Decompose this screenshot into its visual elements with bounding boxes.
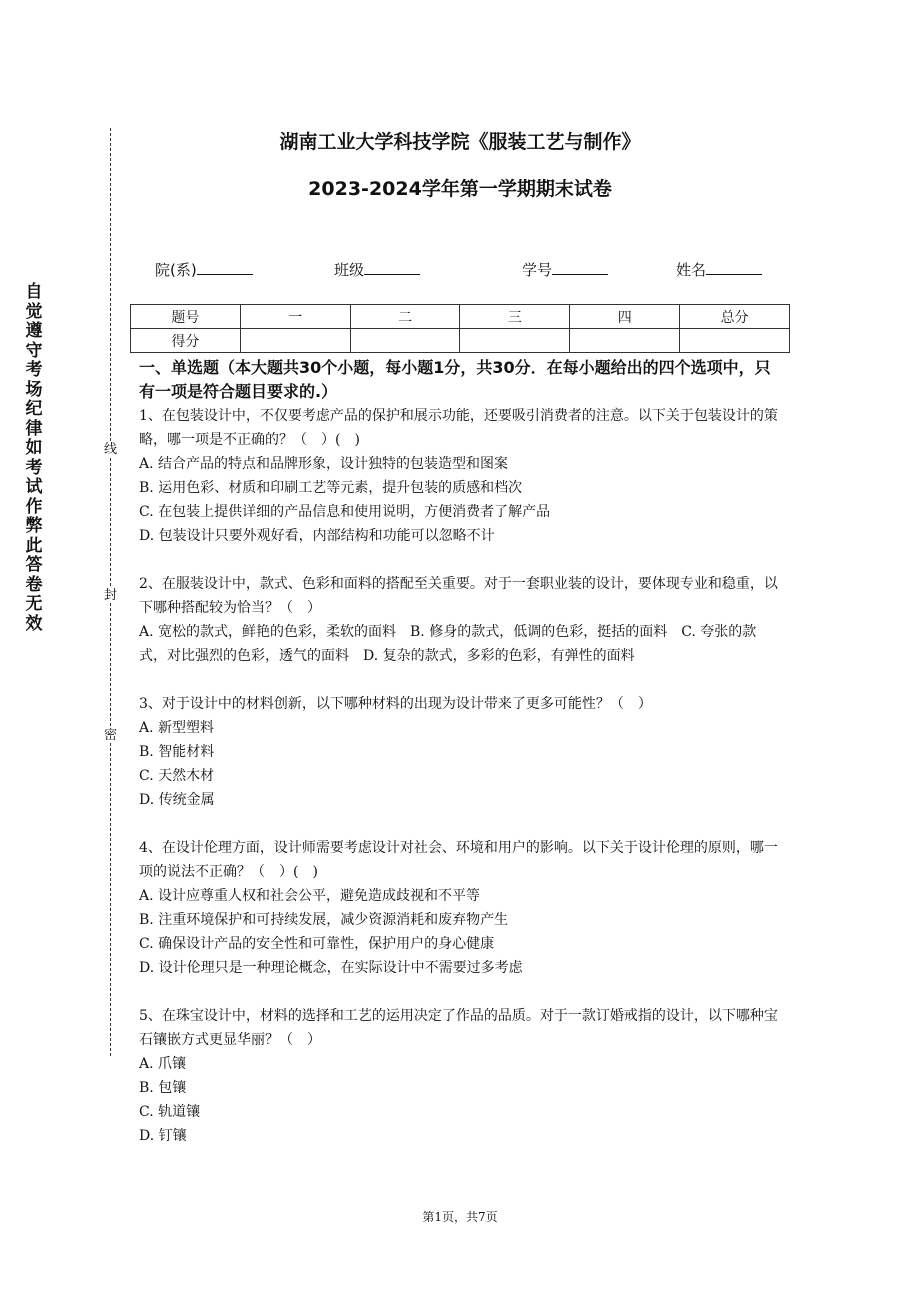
section-heading: 一、单选题（本大题共30个小题，每小题1分，共30分．在每小题给出的四个选项中，只有一项是符合题目要求的.） bbox=[139, 358, 771, 401]
score-header-cell: 题号 bbox=[131, 305, 241, 329]
student-id-blank[interactable] bbox=[552, 260, 608, 275]
question-content bbox=[139, 356, 781, 1148]
question-option: C. 天然木材 bbox=[139, 768, 215, 784]
seal-mark-xian: 线 bbox=[103, 442, 117, 457]
exam-title: 湖南工业大学科技学院《服装工艺与制作》 bbox=[279, 131, 641, 153]
score-header-cell: 三 bbox=[460, 305, 570, 329]
side-note-char: 考 bbox=[25, 457, 43, 478]
score-cell[interactable] bbox=[240, 329, 350, 353]
question-stem: 5、在珠宝设计中，材料的选择和工艺的运用决定了作品的品质。对于一款订婚戒指的设计，以下哪种宝石镶嵌方式更显华丽？（ ） bbox=[139, 1008, 778, 1048]
score-cell[interactable] bbox=[570, 329, 680, 353]
question-option: A. 新型塑料 bbox=[139, 720, 215, 736]
score-header-cell: 二 bbox=[350, 305, 460, 329]
score-header-cell: 四 bbox=[570, 305, 680, 329]
question-option: A. 爪镶 bbox=[139, 1056, 187, 1072]
question-stem: 1、在包装设计中，不仅要考虑产品的保护和展示功能，还要吸引消费者的注意。以下关于包装设计的策略，哪一项是不正确的？（ ）( ) bbox=[139, 408, 778, 448]
score-table-header-row bbox=[131, 305, 790, 329]
question-option: C. 在包装上提供详细的产品信息和使用说明，方便消费者了解产品 bbox=[139, 504, 551, 520]
score-table bbox=[130, 304, 790, 353]
score-table-score-row bbox=[131, 329, 790, 353]
question-option: B. 智能材料 bbox=[139, 744, 215, 760]
side-note-char: 此 bbox=[25, 535, 43, 556]
question-option: C. 确保设计产品的安全性和可靠性，保护用户的身心健康 bbox=[139, 936, 495, 952]
side-note-char: 试 bbox=[25, 477, 43, 497]
question-option: B. 包镶 bbox=[139, 1080, 187, 1096]
question-option: C. 轨道镶 bbox=[139, 1104, 201, 1120]
score-cell[interactable] bbox=[680, 329, 790, 353]
question-stem: 2、在服装设计中，款式、色彩和面料的搭配至关重要。对于一套职业装的设计，要体现专业和稳重，以下哪种搭配较为恰当？（ ） bbox=[139, 576, 778, 616]
question-stem: 3、对于设计中的材料创新，以下哪种材料的出现为设计带来了更多可能性？（ ） bbox=[139, 696, 652, 712]
question-option: D. 钉镶 bbox=[139, 1128, 187, 1144]
question-option: D. 设计伦理只是一种理论概念，在实际设计中不需要过多考虑 bbox=[139, 960, 523, 976]
exam-subtitle: 2023-2024学年第一学期期末试卷 bbox=[308, 178, 612, 200]
seal-mark-mi: 密 bbox=[103, 728, 117, 743]
score-cell[interactable] bbox=[460, 329, 570, 353]
exam-rule-vertical-note bbox=[22, 283, 46, 634]
side-note-char: 答 bbox=[25, 555, 43, 575]
class-field[interactable]: 班级 bbox=[334, 259, 420, 280]
seal-mark-feng: 封 bbox=[103, 588, 117, 603]
side-note-char: 如 bbox=[25, 438, 43, 458]
question-option: D. 传统金属 bbox=[139, 792, 215, 808]
side-note-char: 弊 bbox=[25, 516, 43, 536]
student-id-field[interactable]: 学号 bbox=[522, 259, 608, 280]
name-field[interactable]: 姓名 bbox=[676, 259, 762, 280]
question-option: A. 设计应尊重人权和社会公平，避免造成歧视和不平等 bbox=[139, 888, 481, 904]
score-row-label: 得分 bbox=[131, 329, 241, 353]
question-option: B. 运用色彩、材质和印刷工艺等元素，提升包装的质感和档次 bbox=[139, 480, 523, 496]
question-option: A. 结合产品的特点和品牌形象，设计独特的包装造型和图案 bbox=[139, 456, 509, 472]
question-stem: 4、在设计伦理方面，设计师需要考虑设计对社会、环境和用户的影响。以下关于设计伦理的原则，哪一项的说法不正确？（ ）( ) bbox=[139, 840, 778, 880]
department-blank[interactable] bbox=[197, 260, 253, 275]
department-field[interactable]: 院(系) bbox=[155, 259, 253, 280]
side-note-char: 觉 bbox=[25, 301, 43, 322]
side-note-char: 遵 bbox=[25, 321, 43, 341]
question-option: B. 注重环境保护和可持续发展，减少资源消耗和废弃物产生 bbox=[139, 912, 509, 928]
side-note-char: 作 bbox=[25, 496, 43, 517]
side-note-char: 自 bbox=[25, 282, 43, 302]
question-options-inline: A. 宽松的款式，鲜艳的色彩，柔软的面料 B. 修身的款式，低调的色彩，挺括的面料 C. 夸张的款式，对比强烈的色彩，透气的面料 D. 复杂的款式，多彩的色彩，有弹性的面料 bbox=[139, 624, 757, 664]
side-note-char: 场 bbox=[25, 379, 43, 400]
score-header-cell: 总分 bbox=[680, 305, 790, 329]
class-blank[interactable] bbox=[364, 260, 420, 275]
side-note-char: 纪 bbox=[25, 399, 43, 419]
side-note-char: 效 bbox=[25, 613, 43, 634]
score-header-cell: 一 bbox=[240, 305, 350, 329]
name-blank[interactable] bbox=[706, 260, 762, 275]
question-option: D. 包装设计只要外观好看，内部结构和功能可以忽略不计 bbox=[139, 528, 495, 544]
side-note-char: 守 bbox=[25, 340, 43, 361]
side-note-char: 考 bbox=[25, 360, 43, 380]
score-cell[interactable] bbox=[350, 329, 460, 353]
side-note-char: 卷 bbox=[25, 574, 43, 595]
page-footer: 第1页，共7页 bbox=[422, 1210, 498, 1224]
side-note-char: 律 bbox=[25, 418, 43, 439]
side-note-char: 无 bbox=[25, 594, 43, 614]
